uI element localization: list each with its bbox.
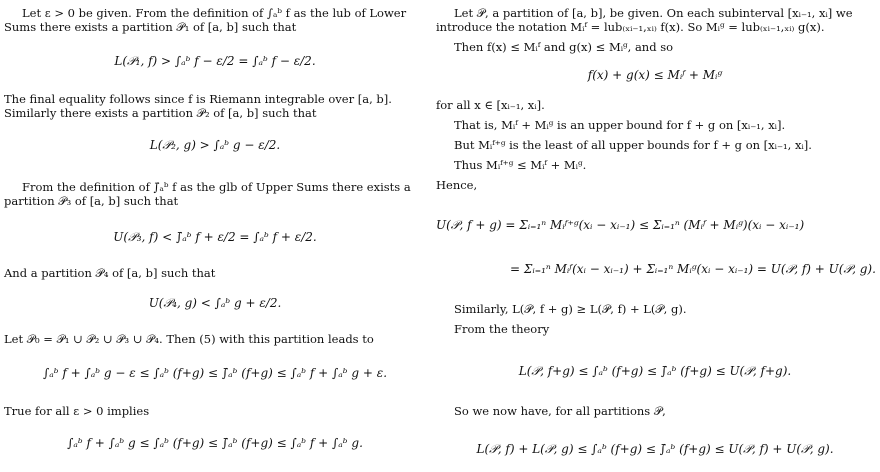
paragraph-least-bound: But Mᵢᶠ⁺ᵍ is the least of all upper bounds for f + g on [xᵢ₋₁, xᵢ]. — [454, 138, 812, 152]
equation-sandwich-final: ∫ₐᵇ f + ∫ₐᵇ g ≤ ∫ₐᵇ (f+g) ≤ ∫̄ₐᵇ (f+g) ≤ ∫ₐᵇ f + ∫ₐᵇ g. — [67, 436, 363, 450]
equation-lower-sum-f: L(𝒫₁, f) > ∫ₐᵇ f − ε/2 = ∫ₐᵇ f − ε/2. — [114, 54, 316, 68]
paragraph-for-all-x: for all x ∈ [xᵢ₋₁, xᵢ]. — [436, 98, 545, 112]
equation-sum-bound: f(x) + g(x) ≤ Mᵢᶠ + Mᵢᵍ — [587, 68, 723, 82]
paragraph-riemann-integrable: The final equality follows since f is Riemann integrable over [a, b]. Similarly there exists a partition 𝒫₂ of [a, b] such that — [4, 92, 392, 121]
paragraph-upper-bound: That is, Mᵢᶠ + Mᵢᵍ is an upper bound for f + g on [xᵢ₋₁, xᵢ]. — [454, 118, 786, 132]
paragraph-union-partition: Let 𝒫₀ = 𝒫₁ ∪ 𝒫₂ ∪ 𝒫₃ ∪ 𝒫₄. Then (5) with this partition leads to — [4, 332, 374, 346]
equation-upper-sum-g: U(𝒫₄, g) < ∫ₐᵇ g + ε/2. — [148, 296, 282, 310]
equation-final-chain: L(𝒫, f) + L(𝒫, g) ≤ ∫ₐᵇ (f+g) ≤ ∫̄ₐᵇ (f+g) ≤ U(𝒫, f) + U(𝒫, g). — [476, 442, 834, 456]
paragraph-all-epsilon: True for all ε > 0 implies — [4, 404, 150, 418]
paragraph-bounds: Then f(x) ≤ Mᵢᶠ and g(x) ≤ Mᵢᵍ, and so — [454, 40, 674, 54]
equation-sandwich-epsilon: ∫ₐᵇ f + ∫ₐᵇ g − ε ≤ ∫ₐᵇ (f+g) ≤ ∫̄ₐᵇ (f+g) ≤ ∫ₐᵇ f + ∫ₐᵇ g + ε. — [42, 366, 388, 380]
paragraph-from-theory: From the theory — [454, 322, 550, 336]
equation-upper-sum-split: = Σᵢ₌₁ⁿ Mᵢᶠ(xᵢ − xᵢ₋₁) + Σᵢ₌₁ⁿ Mᵢᵍ(xᵢ − xᵢ₋₁) = U(𝒫, f) + U(𝒫, g). — [510, 262, 876, 276]
paragraph-notation: Let 𝒫, a partition of [a, b], be given. On each subinterval [xᵢ₋₁, xᵢ] we introduce the notation Mᵢᶠ = lub₍ₓᵢ₋₁,ₓᵢ₎ f(x). So Mᵢᵍ = lub₍ₓᵢ₋₁,ₓᵢ₎ g(x). — [436, 6, 853, 35]
equation-upper-sum-fg: U(𝒫, f + g) = Σᵢ₌₁ⁿ Mᵢᶠ⁺ᵍ(xᵢ − xᵢ₋₁) ≤ Σᵢ₌₁ⁿ (Mᵢᶠ + Mᵢᵍ)(xᵢ − xᵢ₋₁) — [436, 218, 805, 232]
paragraph-lower-sums: Let ε > 0 be given. From the definition of ∫ₐᵇ f as the lub of Lower Sums there exists a partition 𝒫₁ of [a, b] such that — [4, 6, 407, 35]
paragraph-all-partitions: So we now have, for all partitions 𝒫, — [454, 404, 666, 418]
paragraph-similarly-lower: Similarly, L(𝒫, f + g) ≥ L(𝒫, f) + L(𝒫, g). — [454, 302, 687, 316]
paragraph-hence: Hence, — [436, 178, 478, 192]
equation-upper-sum-f: U(𝒫₃, f) < ∫̄ₐᵇ f + ε/2 = ∫ₐᵇ f + ε/2. — [113, 230, 317, 244]
equation-theory-chain: L(𝒫, f+g) ≤ ∫ₐᵇ (f+g) ≤ ∫̄ₐᵇ (f+g) ≤ U(𝒫, f+g). — [518, 364, 792, 378]
paragraph-partition-p4: And a partition 𝒫₄ of [a, b] such that — [4, 266, 216, 280]
equation-lower-sum-g: L(𝒫₂, g) > ∫ₐᵇ g − ε/2. — [149, 138, 281, 152]
paragraph-upper-sums: From the definition of ∫̄ₐᵇ f as the glb of Upper Sums there exists a partition 𝒫₃ of [a, b] such that — [4, 180, 411, 209]
paragraph-thus: Thus Mᵢᶠ⁺ᵍ ≤ Mᵢᶠ + Mᵢᵍ. — [454, 158, 587, 172]
